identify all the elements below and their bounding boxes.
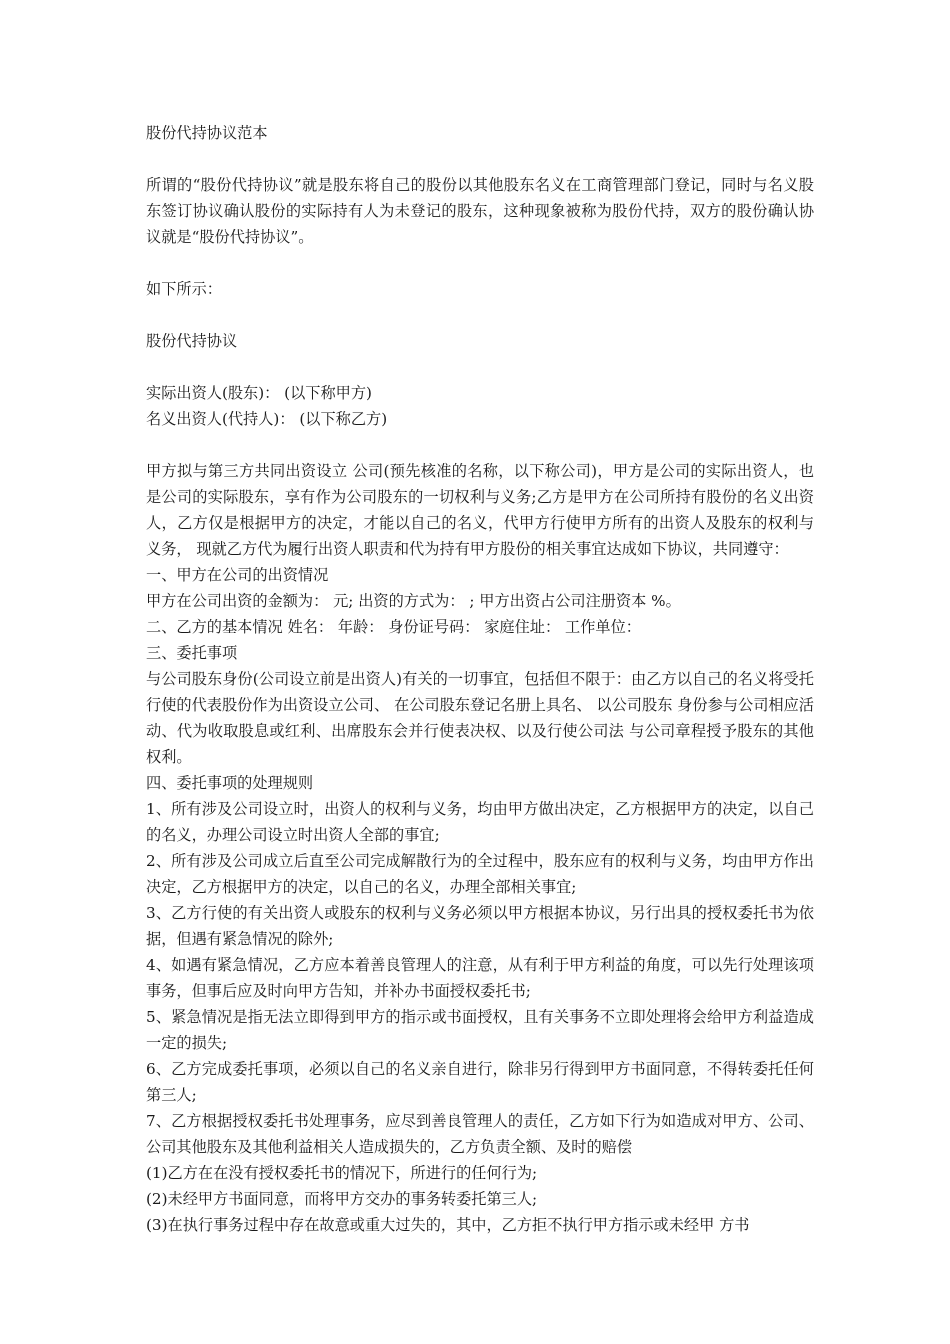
spacer [146,146,814,172]
rule-2: 2、所有涉及公司成立后直至公司完成解散行为的全过程中，股东应有的权利与义务，均由甲方作出决定，乙方根据甲方的决定，以自己的名义，办理全部相关事宜; [146,852,814,896]
agreement-title: 股份代持协议 [146,332,238,350]
party-b-line: 名义出资人(代持人)： (以下称乙方) [146,410,388,428]
spacer [146,250,814,276]
section-1-body: 甲方在公司出资的金额为： 元; 出资的方式为： ; 甲方出资占公司注册资本 %。 [146,592,681,610]
document-page [146,120,814,1238]
spacer [146,354,814,380]
rule-6: 6、乙方完成委托事项，必须以自己的名义亲自进行，除非另行得到甲方书面同意，不得转委托任何第三人; [146,1060,814,1104]
rule-3: 3、乙方行使的有关出资人或股东的权利与义务必须以甲方根据本协议，另行出具的授权委托书为依据，但遇有紧急情况的除外; [146,904,814,948]
rule-1: 1、所有涉及公司设立时，出资人的权利与义务，均由甲方做出决定，乙方根据甲方的决定，以自己的名义，办理公司设立时出资人全部的事宜; [146,800,814,844]
section-3-heading: 三、委托事项 [146,644,238,662]
lead-text: 如下所示： [146,280,222,298]
list-item-1: (1)乙方在在没有授权委托书的情况下，所进行的任何行为; [146,1164,538,1182]
section-4-heading: 四、委托事项的处理规则 [146,774,314,792]
list-item-3: (3)在执行事务过程中存在故意或重大过失的，其中，乙方拒不执行甲方指示或未经甲 方书 [146,1216,750,1234]
spacer [146,302,814,328]
section-3-body: 与公司股东身份(公司设立前是出资人)有关的一切事宜，包括但不限于：由乙方以自己的名义将受托行使的代表股份作为出资设立公司、 在公司股东登记名册上具名、 以公司股东 身份参与公司相应活动、代为收取股息或红利、出席股东会并行使表决权、以及行使公司法 与公司章程授予股东的其他权利。 [146,670,814,766]
preamble-paragraph: 甲方拟与第三方共同出资设立 公司(预先核准的名称，以下称公司)，甲方是公司的实际出资人，也是公司的实际股东，享有作为公司股东的一切权利与义务;乙方是甲方在公司所持有股份的名义出资人，乙方仅是根据甲方的决定，才能以自己的名义，代甲方行使甲方所有的出资人及股东的权利与义务， 现就乙方代为履行出资人职责和代为持有甲方股份的相关事宜达成如下协议，共同遵守： [146,462,814,558]
intro-paragraph: 所谓的“股份代持协议”就是股东将自己的股份以其他股东名义在工商管理部门登记，同时与名义股东签订协议确认股份的实际持有人为未登记的股东，这种现象被称为股份代持，双方的股份确认协议就是“股份代持协议”。 [146,176,814,246]
rule-5: 5、紧急情况是指无法立即得到甲方的指示或书面授权，且有关事务不立即处理将会给甲方利益造成一定的损失; [146,1008,814,1052]
rule-7: 7、乙方根据授权委托书处理事务，应尽到善良管理人的责任，乙方如下行为如造成对甲方、公司、公司其他股东及其他利益相关人造成损失的，乙方负责全额、及时的赔偿 [146,1112,814,1156]
document-title: 股份代持协议范本 [146,124,268,142]
section-2-heading: 二、乙方的基本情况 姓名： 年龄： 身份证号码： 家庭住址： 工作单位： [146,618,641,636]
list-item-2: (2)未经甲方书面同意，而将甲方交办的事务转委托第三人; [146,1190,538,1208]
party-a-line: 实际出资人(股东)： (以下称甲方) [146,384,372,402]
section-1-heading: 一、甲方在公司的出资情况 [146,566,329,584]
rule-4: 4、如遇有紧急情况，乙方应本着善良管理人的注意，从有利于甲方利益的角度，可以先行处理该项事务，但事后应及时向甲方告知，并补办书面授权委托书; [146,956,814,1000]
spacer [146,432,814,458]
